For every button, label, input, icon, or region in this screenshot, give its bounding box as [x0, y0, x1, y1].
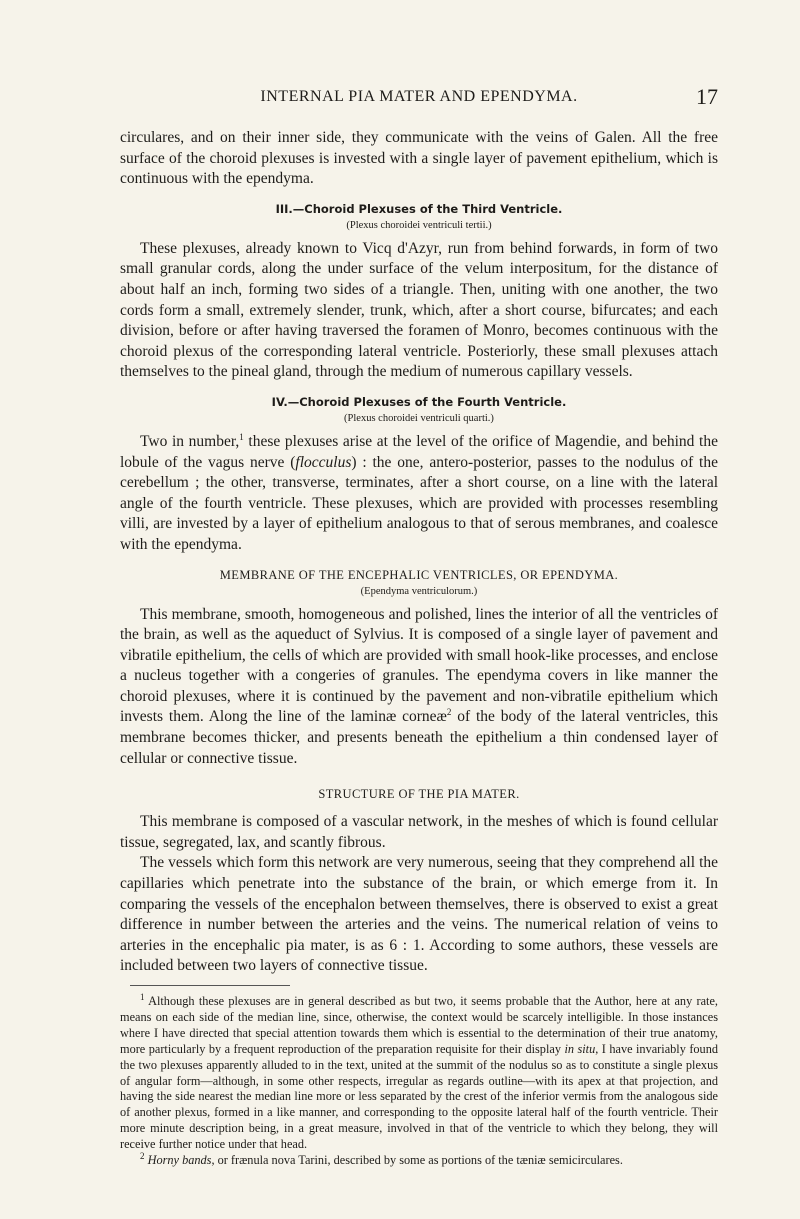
footnote-reference-1: 1: [239, 431, 244, 442]
text-span: ) : the one, antero-posterior, passes to the nodulus of the cerebellum ; the other, transverse, terminates, after a short course, on a line with the lateral angle of the fourth ventricle. These plexuses, which are provided with processes resembling villi, are invested by a layer of epithelium analogous to that of serous membranes, and coalesce with the ependyma.: [120, 453, 718, 553]
paragraph-ependyma: [120, 605, 718, 770]
section-heading-structure: STRUCTURE OF THE PIA MATER.: [318, 787, 520, 802]
text-span: of the body of the lateral ventricles, this membrane becomes thicker, and presents beneath the epithelium a thin condensed layer of cellular or connective tissue.: [120, 708, 718, 767]
italic-term: Horny bands: [147, 1153, 212, 1168]
footnote-divider: [130, 985, 290, 986]
section-heading-third-ventricle: III.—Choroid Plexuses of the Third Ventricle.: [275, 201, 563, 216]
section-latin-fourth-ventricle: (Plexus choroidei ventriculi quarti.): [344, 412, 494, 424]
footnote-reference-2: 2: [446, 707, 452, 718]
text-span: , or frænula nova Tarini, described by some as portions of the tæniæ semicirculares.: [211, 1153, 623, 1168]
italic-term: flocculus: [295, 453, 352, 471]
paragraph-structure-2: The vessels which form this network are very numerous, seeing that they comprehend all the capillaries which penetrate into the substance of the brain, or which emerge from it. In comparing the vessels of the encephalon between themselves, there is observed to exist a great difference in number between the arteries and the veins. The numerical relation of veins to arteries in the encephalic pia mater, is as 6 : 1. According to some authors, these vessels are included between two layers of connective tissue.: [120, 854, 718, 975]
page-number: 17: [696, 84, 718, 109]
text-span: Two in number,: [140, 432, 240, 450]
text-span: , I have invariably found the two plexuses apparently alluded to in the text, united at the summit of the nodulus so as to constitute a single plexus of angular form—although, in some other respects, irregular as regards outline—with its apex at that projection, and having the side nearest the median line more or less separated by the crest of the inferior vermis from the analogous side of another plexus, formed in a like manner, and corresponding to the opposite lateral half of the fourth ventricle. Their more minute description being, in a great measure, involved in that of the ventricle to which they belong, they will receive further notice under that head.: [120, 1041, 719, 1152]
paragraph-third-ventricle: These plexuses, already known to Vicq d'Azyr, run from behind forwards, in form of two small granular cords, along the under surface of the velum interpositum, for the distance of about half an inch, forming two sides of a triangle. Then, uniting with one another, the two cords form a small, extremely slender, trunk, which, after a short course, bifurcates; and each division, before or after having traversed the foramen of Monro, becomes continuous with the choroid plexus of the corresponding lateral ventricle. Posteriorly, these small plexuses attach themselves to the pineal gland, through the medium of numerous capillary vessels.: [120, 239, 718, 381]
paragraph-fourth-ventricle: [120, 432, 718, 556]
text-span: This membrane, smooth, homogeneous and polished, lines the interior of all the ventricles of the brain, as well as the aqueduct of Sylvius. It is composed of a single layer of pavement and vibratile epithelium, the cells of which are provided with small hook-like processes, and enclose a nucleus together with a congeries of granules. The ependyma covers in like manner the choroid plexuses, where it is continued by the pavement and non-vibratile epithelium which invests them. Along the line of the laminæ corneæ: [120, 605, 718, 726]
italic-term: in situ: [564, 1041, 596, 1056]
section-latin-ependyma: (Ependyma ventriculorum.): [360, 585, 478, 597]
page-body: [120, 128, 718, 1169]
text-span: these plexuses arise at the level of the orifice of Magendie, and behind the lobule of the vagus nerve (: [120, 432, 718, 471]
section-heading-ependyma: MEMBRANE OF THE ENCEPHALIC VENTRICLES, OR EPENDYMA.: [219, 567, 619, 582]
footnote-mark-2: 2: [140, 1150, 145, 1161]
paragraph-structure-1: This membrane is composed of a vascular network, in the meshes of which is found cellular tissue, segregated, lax, and scantly fibrous.: [120, 813, 718, 851]
footnote-2: [120, 1150, 718, 1169]
footnote-1: [120, 991, 719, 1153]
running-head: [120, 84, 718, 110]
text-span: Although these plexuses are in general described as but two, it seems probable that the Author, here at any rate, means on each side of the median line, since, otherwise, the context would be scarcely intelligible. In those instances where I have directed that special attention towards them which is essential to the determination of their true anatomy, more particularly by a frequent reproduction of the preparation requisite for their display: [120, 994, 718, 1056]
section-heading-fourth-ventricle: IV.—Choroid Plexuses of the Fourth Ventricle.: [271, 394, 567, 409]
running-title: INTERNAL PIA MATER AND EPENDYMA.: [260, 88, 578, 105]
section-latin-third-ventricle: (Plexus choroidei ventriculi tertii.): [346, 219, 492, 231]
footnote-mark-1: 1: [140, 991, 145, 1002]
intro-paragraph: circulares, and on their inner side, they communicate with the veins of Galen. All the free surface of the choroid plexuses is invested with a single layer of pavement epithelium, which is continuous with the ependyma.: [120, 129, 718, 188]
footnotes: [120, 991, 719, 1169]
